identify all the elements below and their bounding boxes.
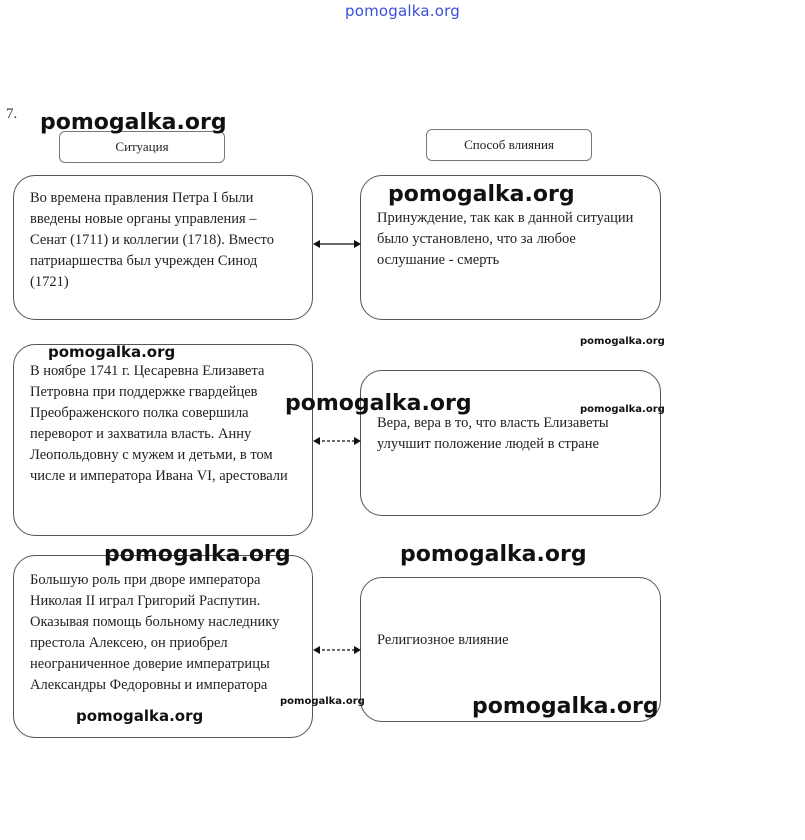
method-card-3 [360,577,661,722]
watermark: pomogalka.org [40,110,227,135]
watermark: pomogalka.org [280,696,365,707]
situation-card-1 [13,175,313,320]
method-card-1 [360,175,661,320]
header-situation: Ситуация [59,131,225,163]
watermark: pomogalka.org [76,707,204,725]
situation-text-1: Во времена правления Петра I были введены новые органы управления – Сенат (1711) и коллегии (1718). Вместо патриаршества был учрежден Синод (1721) [30,190,274,290]
watermark: pomogalka.org [285,391,472,416]
watermark: pomogalka.org [580,336,665,347]
double-arrow-icon [313,644,361,656]
site-link[interactable]: pomogalka.org [345,2,460,20]
situation-text-2: В ноябре 1741 г. Цесаревна Елизавета Петровна при поддержке гвардейцев Преображенского полка совершила переворот и захватила власть. Анну Леопольдовну с мужем и детьми, в том числе и императора Ивана VI, арестовали [30,363,288,484]
watermark: pomogalka.org [472,694,659,719]
header-method: Способ влияния [426,129,592,161]
watermark: pomogalka.org [580,404,665,415]
task-number: 7. [6,106,18,122]
method-text-3: Религиозное влияние [377,632,509,648]
watermark: pomogalka.org [48,343,176,361]
watermark: pomogalka.org [104,542,291,567]
watermark: pomogalka.org [388,182,575,207]
double-arrow-icon [313,238,361,250]
watermark: pomogalka.org [400,542,587,567]
method-text-1: Принуждение, так как в данной ситуации было установлено, что за любое ослушание - смерть [377,210,634,268]
situation-card-3 [13,555,313,738]
situation-text-3: Большую роль при дворе императора Николая II играл Григорий Распутин. Оказывая помощь больному наследнику престола Алексею, он приобрел неограниченное доверие императрицы Александры Федоровны и императора [30,572,280,693]
method-card-2 [360,370,661,516]
double-arrow-icon [313,435,361,447]
situation-card-2 [13,344,313,536]
method-text-2: Вера, вера в то, что власть Елизаветы улучшит положение людей в стране [377,415,609,452]
